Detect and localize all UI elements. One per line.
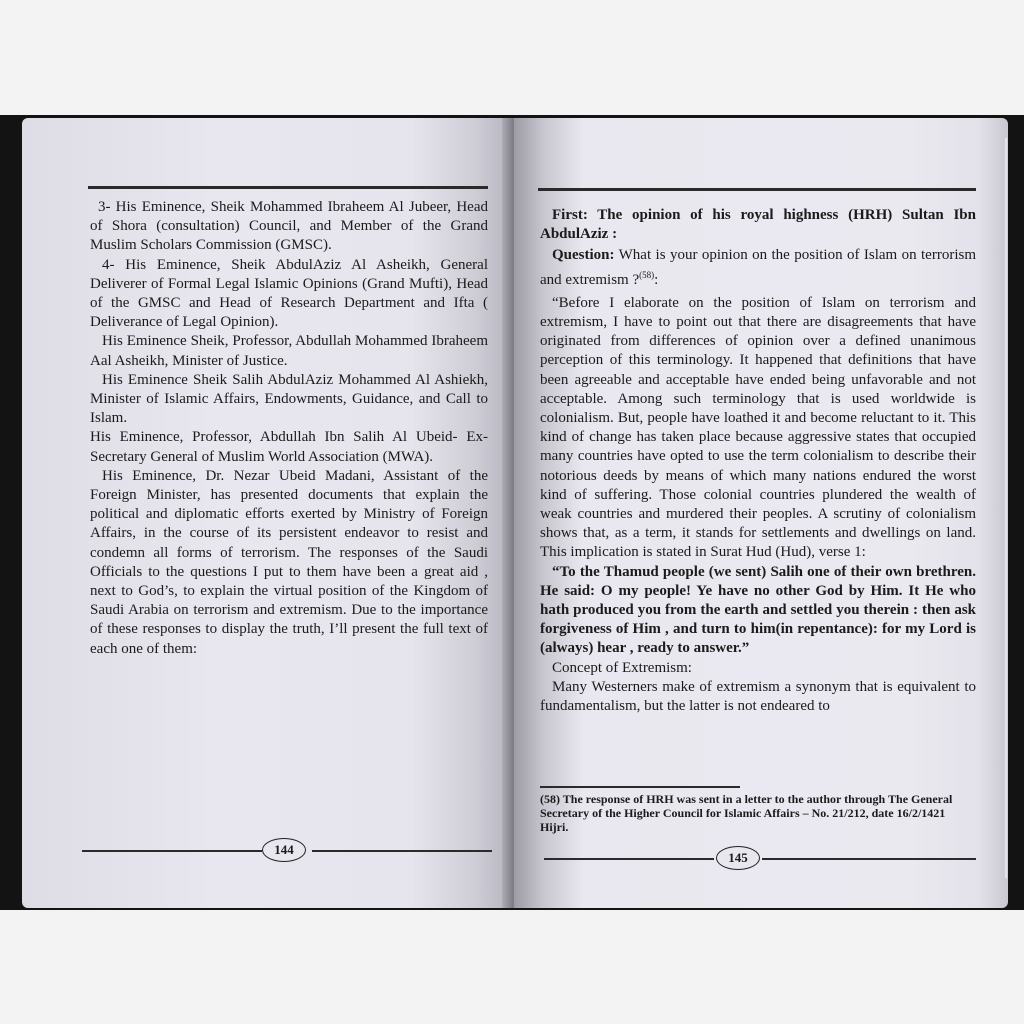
left-page-text: [90, 198, 488, 659]
extremism-subheading: Concept of Extremism:: [552, 659, 692, 676]
left-paragraph-6: His Eminence, Dr. Nezar Ubeid Madani, Assistant of the Foreign Minister, has presented documents that explain the political and diplomatic efforts exerted by Ministry of Foreign Affairs, in the course of its persistent endeavor to resist and condemn all forms of terrorism. The responses of the Saudi Officials to the questions I put to them have been a great aid , next to God’s, to explain the virtual position of the Kingdom of Saudi Arabia on terrorism and extremism. Due to the importance of these responses to display the truth, I’ll present the full text of each one of them:: [90, 467, 488, 657]
question-label: Question:: [552, 247, 615, 264]
answer-text: “Before I elaborate on the position of Islam on terrorism and extremism, I have to point out that there are disagreements that have originated from differences of opinion over a defined unanimous perception of this terminology. It happened that definitions that have been agreeable and acceptable have ended being unfavorable and not acceptable. Among such terminology that is used worldwide is colonialism. But, people have loathed it and become reluctant to it. This kind of change has taken place because aggressive states that occupied many countries have opted to use the term colonialism to describe their notorious deeds by means of which many nations endured the worst kind of suffering. Those colonial countries plundered the wealth of weak countries and murdered their peoples. A scrutiny of colonialism shows that, as a term, it stands for settlements and dwellings on land. This implication is stated in Surat Hud (Hud), verse 1:: [540, 294, 976, 561]
bottom-rule-right-b: [762, 858, 976, 860]
page-number-145: 145: [716, 846, 760, 870]
question-text: What is your opinion on the position of Islam on terrorism and extremism ?: [540, 247, 976, 288]
question-end: :: [654, 271, 659, 288]
page-edge: [1004, 138, 1008, 878]
left-paragraph-3: His Eminence Sheik, Professor, Abdullah Mohammed Ibraheem Aal Asheikh, Minister of Justice.: [90, 333, 488, 369]
page-number-144: 144: [262, 838, 306, 862]
bottom-rule-left-b: [312, 850, 492, 852]
footnote-ref: (58): [639, 269, 655, 280]
bottom-rule-right-a: [544, 858, 714, 860]
top-rule-left: [88, 186, 488, 189]
open-book: [22, 118, 1008, 908]
left-paragraph-2: 4- His Eminence, Sheik AbdulAziz Al Asheikh, General Deliverer of Formal Legal Islamic Opinions (Grand Mufti), Head of the GMSC and Head of Research Department and Ifta ( Deliverance of Legal Opinion).: [90, 256, 488, 331]
left-paragraph-1: 3- His Eminence, Sheik Mohammed Ibraheem Al Jubeer, Head of Shora (consultation) Council, and Member of the Grand Muslim Scholars Commission (GMSC).: [90, 199, 488, 254]
question: [540, 246, 976, 289]
right-page-text: [540, 206, 976, 716]
left-page: [22, 118, 508, 908]
top-rule-right: [538, 188, 976, 191]
left-paragraph-4: His Eminence Sheik Salih AbdulAziz Mohammed Al Ashiekh, Minister of Islamic Affairs, Endowments, Guidance, and Call to Islam.: [90, 371, 488, 427]
footnote-rule: [540, 786, 740, 788]
opinion-heading: First: The opinion of his royal highness (HRH) Sultan Ibn AbdulAziz :: [540, 207, 976, 243]
bottom-rule-left-a: [82, 850, 262, 852]
left-paragraph-5: His Eminence, Professor, Abdullah Ibn Salih Al Ubeid- Ex- Secretary General of Muslim World Association (MWA).: [90, 429, 488, 465]
closing-paragraph: Many Westerners make of extremism a synonym that is equivalent to fundamentalism, but the latter is not endeared to: [540, 678, 976, 715]
footnote-text: (58) The response of HRH was sent in a letter to the author through The General Secretary of the Higher Council for Islamic Affairs – No. 21/212, date 16/2/1421 Hijri.: [540, 792, 953, 834]
right-page: [514, 118, 1008, 908]
quran-verse: “To the Thamud people (we sent) Salih one of their own brethren. He said: O my people! Ye have no other God by Him. It He who hath produced you from the earth and settled you therein : then ask forgiveness of Him , and turn to him(in repentance): for my Lord is (always) hear , ready to answer.”: [540, 563, 976, 657]
